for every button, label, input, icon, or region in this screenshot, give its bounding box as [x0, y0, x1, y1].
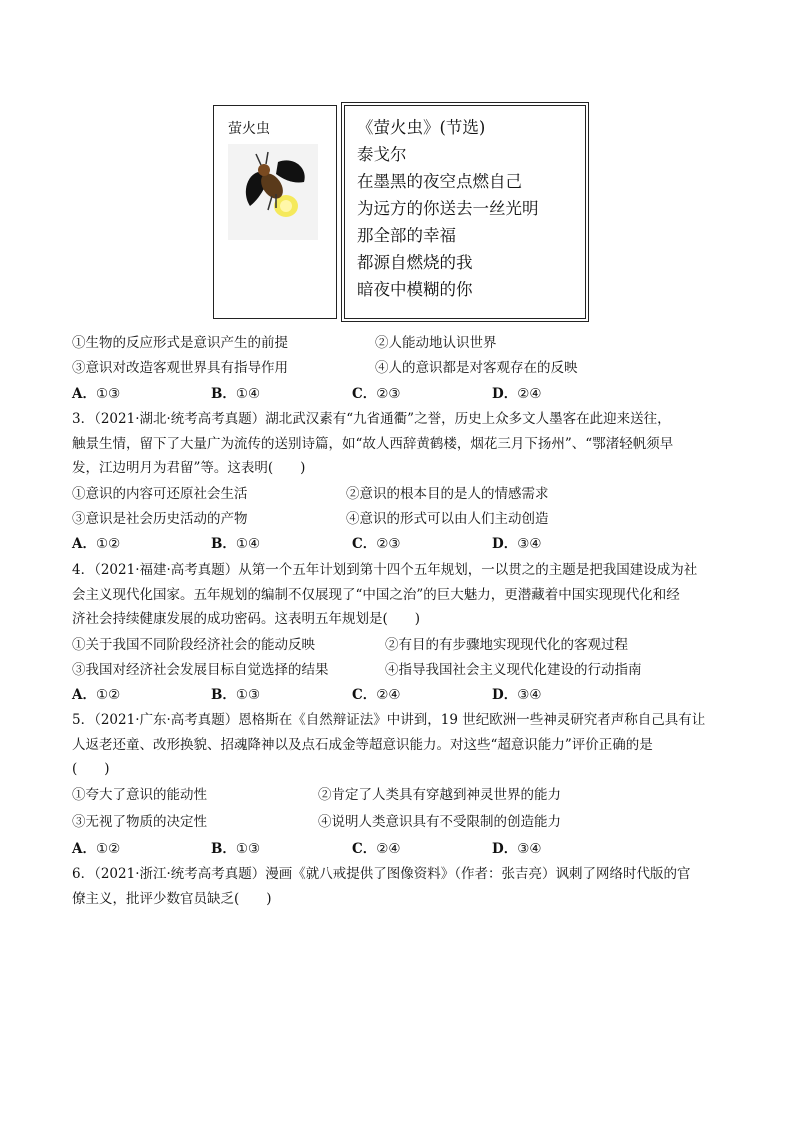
q3-statement-4: ④意识的形式可以由人们主动创造: [346, 511, 549, 527]
q5-statement-1: ①夸大了意识的能动性: [72, 787, 207, 803]
choice-text: ①②: [95, 687, 121, 703]
q5-statement-2: ②肯定了人类具有穿越到神灵世界的能力: [318, 787, 561, 803]
q4-choice-a[interactable]: [72, 686, 120, 704]
poem-line: 暗夜中模糊的你: [357, 280, 473, 299]
choice-label: A．: [72, 536, 96, 552]
choice-label: D．: [492, 687, 518, 703]
q3-stem-line: 触景生情，留下了大量广为流传的送别诗篇，如“故人西辞黄鹤楼，烟花三月下扬州”、“鄂渚轻帆须早: [72, 436, 674, 452]
choice-label: B．: [211, 841, 236, 857]
q2-choice-b[interactable]: [211, 385, 260, 403]
q2-choice-c[interactable]: [352, 385, 400, 403]
choice-text: ②③: [376, 386, 401, 402]
q2-statement-3: ③意识对改造客观世界具有指导作用: [72, 360, 288, 376]
q5-stem-line: 人返老还童、改形换貌、招魂降神以及点石成金等超意识能力。对这些“超意识能力”评价正确的是: [72, 737, 653, 753]
choice-text: ①②: [95, 841, 121, 857]
choice-text: ①④: [235, 536, 261, 552]
q5-choice-c[interactable]: [352, 840, 400, 858]
poem-line: 都源自燃烧的我: [357, 253, 473, 272]
firefly-figure-box: [213, 105, 337, 319]
choice-label: A．: [72, 687, 96, 703]
choice-text: ③④: [517, 687, 542, 703]
choice-label: A．: [72, 386, 96, 402]
poem-author: 泰戈尔: [357, 145, 407, 164]
q2-statement-4: ④人的意识都是对客观存在的反映: [375, 360, 578, 376]
q4-choice-b[interactable]: [211, 686, 260, 704]
firefly-icon: [228, 144, 318, 240]
q2-statement-1: ①生物的反应形式是意识产生的前提: [72, 335, 288, 351]
q5-statement-4: ④说明人类意识具有不受限制的创造能力: [318, 814, 561, 830]
q5-choice-d[interactable]: [492, 840, 541, 858]
poem-line: 为远方的你送去一丝光明: [357, 199, 539, 218]
poem-line: 那全部的幸福: [357, 226, 456, 245]
choice-text: ①②: [95, 536, 121, 552]
choice-text: ③④: [517, 536, 542, 552]
q3-choice-a[interactable]: [72, 535, 120, 553]
q4-statement-2: ②有目的有步骤地实现现代化的客观过程: [385, 637, 628, 653]
choice-label: C．: [352, 687, 377, 703]
q5-stem-line: ( ): [72, 761, 110, 777]
poem-title: 《萤火虫》(节选): [357, 118, 486, 137]
choice-label: B．: [211, 687, 236, 703]
q5-choice-a[interactable]: [72, 840, 120, 858]
q6-stem-line: 僚主义，批评少数官员缺乏( ): [72, 891, 272, 907]
choice-text: ①④: [235, 386, 261, 402]
q3-choice-d[interactable]: [492, 535, 541, 553]
choice-label: D．: [492, 536, 518, 552]
choice-text: ②③: [376, 536, 401, 552]
q3-statement-1: ①意识的内容可还原社会生活: [72, 486, 248, 502]
q4-stem-line: 济社会持续健康发展的成功密码。这表明五年规划是( ): [72, 611, 421, 627]
q4-statement-4: ④指导我国社会主义现代化建设的行动指南: [385, 662, 642, 678]
q4-choice-c[interactable]: [352, 686, 400, 704]
q4-choice-d[interactable]: [492, 686, 541, 704]
q4-statement-3: ③我国对经济社会发展目标自觉选择的结果: [72, 662, 329, 678]
choice-label: B．: [211, 536, 236, 552]
q4-stem-line: 会主义现代化国家。五年规划的编制不仅展现了“中国之治”的巨大魅力，更潜藏着中国实现现代化和经: [72, 587, 680, 603]
choice-text: ③④: [517, 841, 542, 857]
q4-statement-1: ①关于我国不同阶段经济社会的能动反映: [72, 637, 315, 653]
choice-text: ②④: [376, 841, 401, 857]
poem-box: [344, 105, 586, 319]
q2-choice-a[interactable]: [72, 385, 120, 403]
choice-text: ②④: [376, 687, 401, 703]
q5-stem-line: 5．（2021·广东·高考真题）恩格斯在《自然辩证法》中讲到，19 世纪欧洲一些神灵研究者声称自己具有让: [72, 712, 706, 728]
choice-label: A．: [72, 841, 96, 857]
firefly-image: [228, 144, 318, 240]
q2-statement-2: ②人能动地认识世界: [375, 335, 497, 351]
choice-label: C．: [352, 386, 377, 402]
choice-label: D．: [492, 386, 518, 402]
q3-choice-b[interactable]: [211, 535, 260, 553]
q3-statement-3: ③意识是社会历史活动的产物: [72, 511, 248, 527]
q5-choice-b[interactable]: [211, 840, 260, 858]
q4-stem-line: 4．（2021·福建·高考真题）从第一个五年计划到第十四个五年规划，一以贯之的主题是把我国建设成为社: [72, 562, 698, 578]
choice-label: C．: [352, 536, 377, 552]
q3-choice-c[interactable]: [352, 535, 400, 553]
poem: [357, 114, 539, 303]
q6-stem-line: 6．（2021·浙江·统考高考真题）漫画《就八戒提供了图像资料》（作者：张吉亮）讽刺了网络时代版的官: [72, 866, 691, 882]
poem-line: 在墨黑的夜空点燃自己: [357, 172, 522, 191]
q3-stem-line: 发，江边明月为君留”等。这表明( ): [72, 460, 306, 476]
choice-label: C．: [352, 841, 377, 857]
choice-text: ①③: [95, 386, 121, 402]
q2-choice-d[interactable]: [492, 385, 541, 403]
q3-stem-line: 3．（2021·湖北·统考高考真题）湖北武汉素有“九省通衢”之誉，历史上众多文人墨客在此迎来送往，: [72, 411, 671, 427]
q3-statement-2: ②意识的根本目的是人的情感需求: [346, 486, 549, 502]
choice-label: D．: [492, 841, 518, 857]
q5-statement-3: ③无视了物质的决定性: [72, 814, 207, 830]
choice-label: B．: [211, 386, 236, 402]
choice-text: ①③: [235, 841, 261, 857]
firefly-caption: 萤火虫: [228, 121, 270, 137]
choice-text: ①③: [235, 687, 261, 703]
choice-text: ②④: [517, 386, 542, 402]
